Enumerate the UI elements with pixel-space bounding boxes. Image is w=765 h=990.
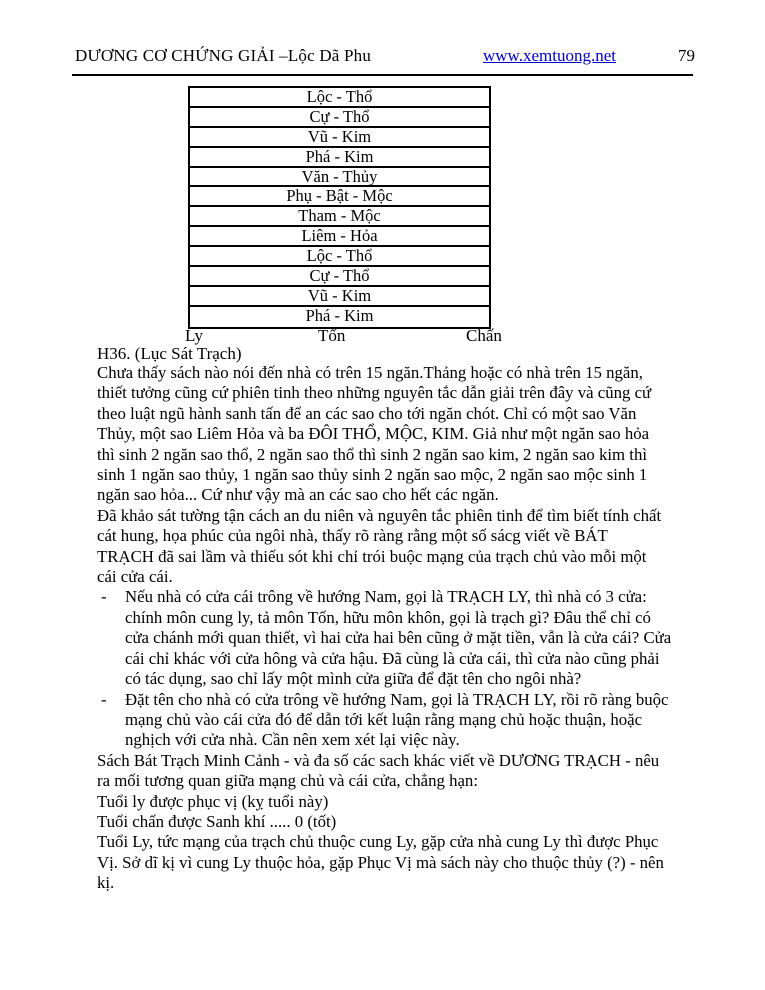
bullet-text: [125, 690, 697, 751]
book-title: DƯƠNG CƠ CHỨNG GIẢI –Lộc Dã Phu: [75, 46, 372, 65]
text-line: nghịch với cửa nhà. Cần nên xem xét lại việc này.: [125, 730, 460, 750]
text-line: Tuổi Ly, tức mạng của trạch chủ thuộc cung Ly, gặp cửa nhà cung Ly thì được Phục: [97, 832, 659, 852]
text-line: thì sinh 2 ngăn sao thổ, 2 ngăn sao thổ thì sinh 2 ngăn sao kim, 2 ngăn sao kim thì: [97, 444, 648, 464]
table-row: Phá - Kim: [190, 148, 489, 168]
table-row: Vũ - Kim: [190, 128, 489, 148]
text-line: Chưa thấy sách nào nói đến nhà có trên 15 ngăn.Thảng hoặc có nhà trên 15 ngăn,: [97, 363, 643, 382]
text-line: kị.: [97, 873, 115, 893]
text-line: Tuổi chấn được Sanh khí ..... 0 (tốt): [97, 811, 337, 831]
paragraph: [97, 751, 697, 833]
text-line: cái chỉ khác với cửa hông và cửa hậu. Đã cùng là cửa cái, thì cửa nào cũng phải: [125, 648, 660, 668]
table-row: Cự - Thổ: [190, 108, 489, 128]
table-row: Vũ - Kim: [190, 287, 489, 307]
text-line: theo luật ngũ hành sanh tấn để an các sao cho tới ngăn chót. Chỉ có một sao Văn: [97, 403, 637, 423]
text-line: chính môn cung ly, tả môn Tốn, hữu môn khôn, gọi là trạch gì? Đâu thể chỉ có: [125, 607, 651, 627]
page-number: 79: [678, 46, 695, 65]
bullet-marker: -: [101, 587, 107, 607]
table-row: Tham - Mộc: [190, 207, 489, 227]
bullet-item: [97, 690, 697, 751]
text-line: mạng chủ vào cái cửa đó để dẫn tới kết luận rằng mạng chủ hoặc thuận, hoặc: [125, 709, 643, 729]
star-table: [188, 86, 491, 329]
paragraph: [97, 832, 697, 893]
trigram-label-ton: Tốn: [318, 326, 346, 345]
table-row: Phụ - Bật - Mộc: [190, 187, 489, 207]
text-line: Vị. Sở dĩ kị vì cung Ly thuộc hỏa, gặp Phục Vị mà sách này cho thuộc thủy (?) - nên: [97, 852, 664, 872]
trigram-label-chan: Chấn: [466, 326, 502, 345]
table-row: Cự - Thổ: [190, 267, 489, 287]
text-line: Đã khảo sát tường tận cách an du niên và nguyên tắc phiên tinh để tìm biết tính chất: [97, 505, 662, 525]
website-link[interactable]: www.xemtuong.net: [483, 46, 616, 65]
text-line: sinh 1 ngăn sao thủy, 1 ngăn sao thủy sinh 2 ngăn sao mộc, 2 ngăn sao mộc sinh 1: [97, 465, 648, 485]
table-row: Văn - Thủy: [190, 168, 489, 188]
paragraph: [97, 363, 697, 506]
table-row: Lộc - Thổ: [190, 247, 489, 267]
paragraph: [97, 506, 697, 588]
figure-caption: H36. (Lục Sát Trạch): [97, 344, 242, 363]
text-line: Đặt tên cho nhà có cửa trông về hướng Nam, gọi là TRẠCH LY, rồi rõ ràng buộc: [125, 689, 669, 709]
text-line: Tuổi ly được phục vị (kỵ tuổi này): [97, 791, 329, 811]
text-line: thiết tưởng cũng cứ phiên tinh theo những nguyên tắc dẫn giải trên đây và cũng cứ: [97, 383, 652, 403]
text-line: cát hung, họa phúc của ngôi nhà, thấy rõ ràng rằng một số sácg viết về BÁT: [97, 526, 608, 546]
body-text: [97, 363, 697, 894]
table-row: Phá - Kim: [305, 306, 374, 325]
text-line: ra mối tương quan giữa mạng chủ và cái cửa, chẳng hạn:: [97, 771, 478, 791]
trigram-label-ly: Ly: [185, 326, 203, 345]
table-row: Liêm - Hỏa: [190, 227, 489, 247]
page-header: [75, 46, 695, 66]
bullet-marker: -: [101, 689, 107, 709]
text-line: cái cửa cái.: [97, 567, 173, 587]
bullet-item: [97, 587, 697, 689]
table-row: Lộc - Thổ: [190, 88, 489, 108]
bullet-text: [125, 587, 697, 689]
header-divider: [72, 74, 693, 76]
text-line: Sách Bát Trạch Minh Cảnh - và đa số các sach khác viết về DƯƠNG TRẠCH - nêu: [97, 750, 660, 770]
text-line: cửa chánh mới quan thiết, vì hai cửa hai bên cũng ở mặt tiền, vẫn là cửa cái? Cửa: [125, 628, 672, 648]
text-line: Nếu nhà có cửa cái trông về hướng Nam, gọi là TRẠCH LY, thì nhà có 3 cửa:: [125, 587, 647, 607]
text-line: TRẠCH đã sai lầm và thiếu sót khi chỉ trói buộc mạng của trạch chủ vào mỗi một: [97, 546, 647, 566]
text-line: có tác dụng, sao chỉ lấy một mình cửa giữa để đặt tên cho ngôi nhà?: [125, 669, 582, 689]
text-line: Thủy, một sao Liêm Hỏa và ba ĐÔI THỔ, MỘC, KIM. Giả như một ngăn sao hỏa: [97, 424, 650, 444]
text-line: ngăn sao hỏa... Cứ như vậy mà an các sao cho hết các ngăn.: [97, 485, 499, 505]
